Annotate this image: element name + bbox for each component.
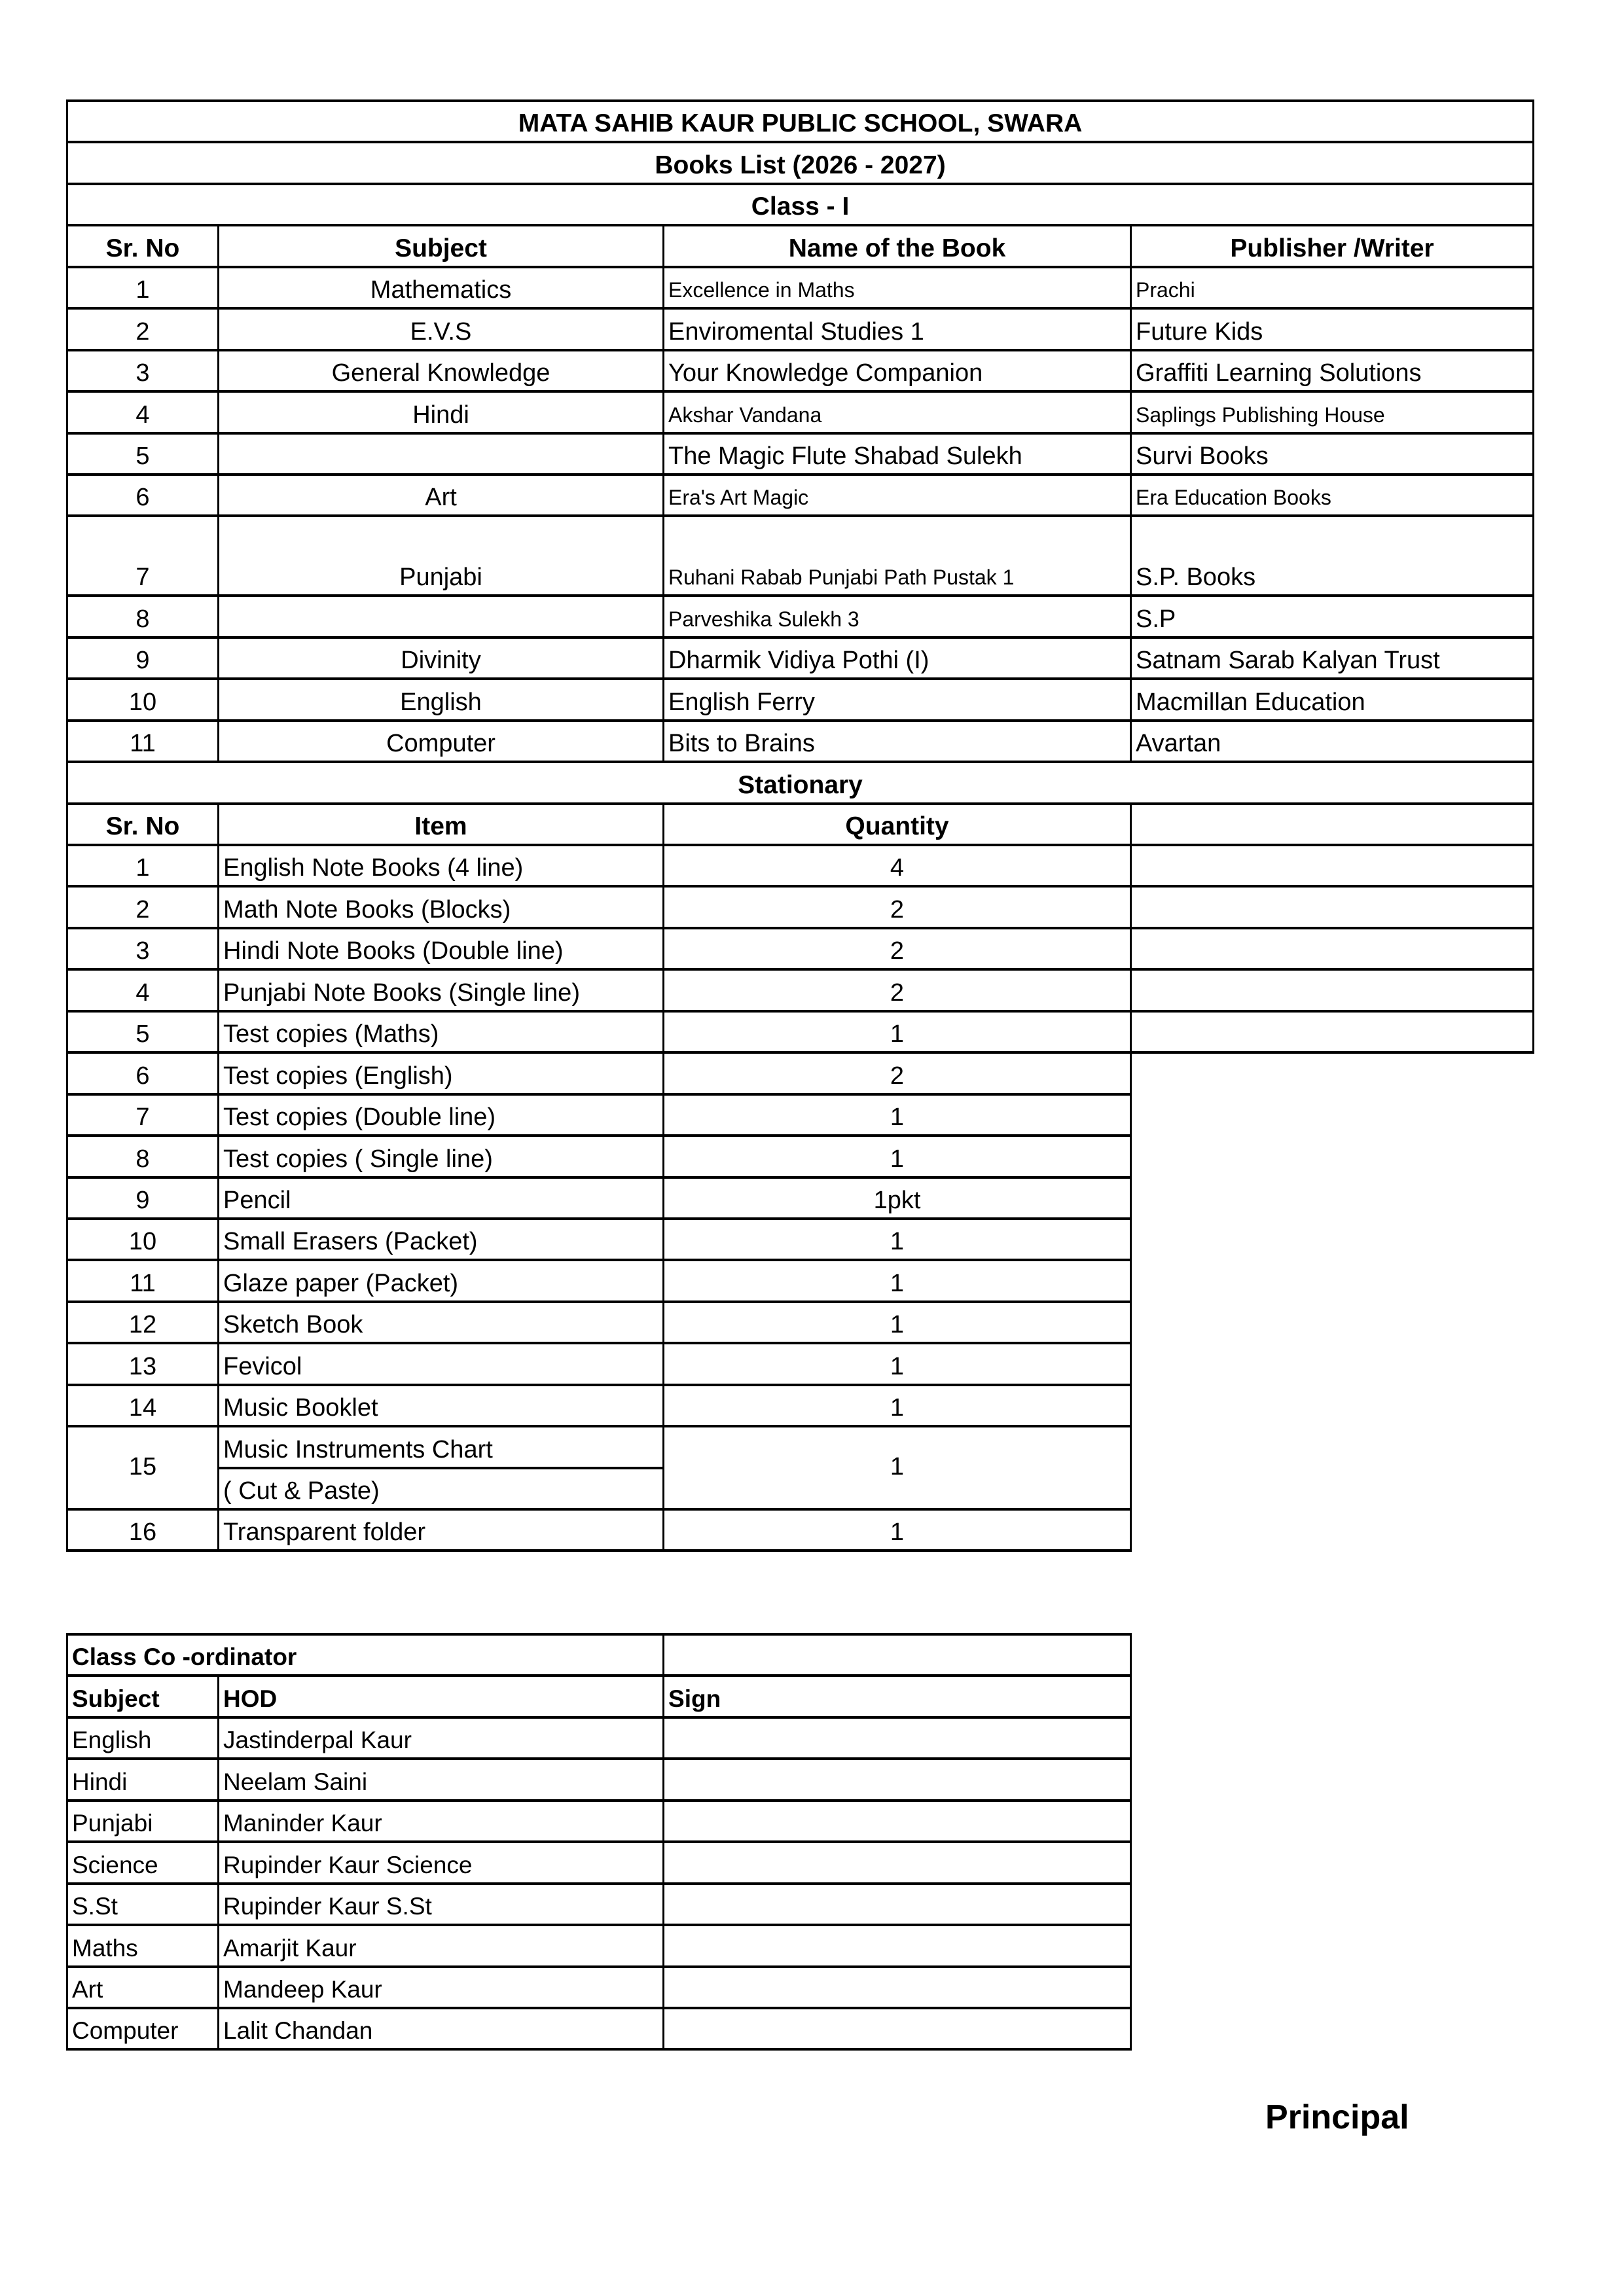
book-row: [67, 350, 1534, 391]
sign-field[interactable]: [664, 2008, 1131, 2049]
coordinator-title-row: [67, 1634, 1131, 1676]
blank-space: [1131, 1052, 1534, 1094]
book-publisher: Survi Books: [1131, 433, 1534, 475]
stationary-sr-no: 1: [67, 845, 219, 886]
stationary-item: Glaze paper (Packet): [219, 1260, 664, 1301]
stationary-title: Stationary: [67, 762, 1534, 803]
empty-cell: [664, 1634, 1131, 1676]
book-publisher: Satnam Sarab Kalyan Trust: [1131, 637, 1534, 679]
stationary-sr-no: 8: [67, 1136, 219, 1177]
stationary-row: [67, 886, 1534, 927]
stationary-row: [67, 1343, 1534, 1384]
coordinator-hod: Amarjit Kaur: [219, 1925, 664, 1966]
book-name: The Magic Flute Shabad Sulekh: [664, 433, 1131, 475]
book-row: [67, 433, 1534, 475]
stationary-row: [67, 1219, 1534, 1260]
coordinator-subject: Art: [67, 1967, 219, 2008]
book-subject: [219, 433, 664, 475]
stationary-title-row: [67, 762, 1534, 803]
sign-field[interactable]: [664, 1801, 1131, 1842]
column-header-subject: Subject: [67, 1676, 219, 1717]
blank-space: [1131, 1136, 1534, 1177]
book-sr-no: 10: [67, 679, 219, 720]
stationary-quantity: 1: [664, 1260, 1131, 1301]
stationary-item: Math Note Books (Blocks): [219, 886, 664, 927]
book-sr-no: 5: [67, 433, 219, 475]
empty-cell: [1131, 804, 1534, 845]
stationary-sr-no: 6: [67, 1052, 219, 1094]
coordinator-table: [66, 1633, 1132, 2051]
book-publisher: Saplings Publishing House: [1131, 391, 1534, 433]
empty-cell: [1131, 845, 1534, 886]
book-publisher: Graffiti Learning Solutions: [1131, 350, 1534, 391]
stationary-item: Test copies (English): [219, 1052, 664, 1094]
empty-cell: [1131, 969, 1534, 1011]
stationary-item: Transparent folder: [219, 1509, 664, 1551]
sign-field[interactable]: [664, 1967, 1131, 2008]
book-subject: General Knowledge: [219, 350, 664, 391]
stationary-quantity: 1: [664, 1385, 1131, 1426]
stationary-sr-no: 16: [67, 1509, 219, 1551]
book-name: Ruhani Rabab Punjabi Path Pustak 1: [664, 516, 1131, 596]
book-row: [67, 391, 1534, 433]
book-sr-no: 4: [67, 391, 219, 433]
stationary-row: [67, 1177, 1534, 1219]
stationary-row: [67, 1052, 1534, 1094]
stationary-row: [67, 1385, 1534, 1426]
book-sr-no: 8: [67, 596, 219, 637]
blank-space: [1131, 1094, 1534, 1136]
sign-field[interactable]: [664, 1759, 1131, 1800]
class-label: Class - I: [67, 184, 1534, 225]
book-sr-no: 2: [67, 308, 219, 350]
stationary-item: Test copies (Double line): [219, 1094, 664, 1136]
book-subject: E.V.S: [219, 308, 664, 350]
books-header-row: [67, 225, 1534, 266]
blank-space: [1131, 1219, 1534, 1260]
book-row: [67, 596, 1534, 637]
stationary-quantity: 1: [664, 1011, 1131, 1052]
stationary-item: Test copies (Maths): [219, 1011, 664, 1052]
stationary-item: Hindi Note Books (Double line): [219, 928, 664, 969]
book-sr-no: 11: [67, 721, 219, 762]
blank-space: [1131, 1343, 1534, 1384]
book-name: Your Knowledge Companion: [664, 350, 1131, 391]
stationary-sr-no: 13: [67, 1343, 219, 1384]
list-title: Books List (2026 - 2027): [67, 142, 1534, 183]
list-title-row: [67, 142, 1534, 183]
stationary-item-line2: ( Cut & Paste): [219, 1468, 664, 1509]
stationary-quantity: 1: [664, 1302, 1131, 1343]
blank-space: [1131, 1509, 1534, 1551]
coordinator-row: [67, 1717, 1131, 1759]
stationary-item: Fevicol: [219, 1343, 664, 1384]
book-sr-no: 1: [67, 267, 219, 308]
book-row: [67, 475, 1534, 516]
book-subject: Computer: [219, 721, 664, 762]
stationary-sr-no: 15: [67, 1426, 219, 1509]
coordinator-subject: Hindi: [67, 1759, 219, 1800]
column-header-book-name: Name of the Book: [664, 225, 1131, 266]
coordinator-subject: Maths: [67, 1925, 219, 1966]
stationary-sr-no: 7: [67, 1094, 219, 1136]
book-row: [67, 267, 1534, 308]
book-publisher: S.P. Books: [1131, 516, 1534, 596]
empty-cell: [1131, 1011, 1534, 1052]
coordinator-hod: Lalit Chandan: [219, 2008, 664, 2049]
blank-space: [1131, 1302, 1534, 1343]
book-row: [67, 721, 1534, 762]
book-sr-no: 3: [67, 350, 219, 391]
book-name: English Ferry: [664, 679, 1131, 720]
stationary-item: Music Instruments Chart: [219, 1426, 664, 1467]
stationary-item: Test copies ( Single line): [219, 1136, 664, 1177]
stationary-quantity: 1pkt: [664, 1177, 1131, 1219]
book-name: Parveshika Sulekh 3: [664, 596, 1131, 637]
book-row: [67, 679, 1534, 720]
book-publisher: Era Education Books: [1131, 475, 1534, 516]
coordinator-row: [67, 1801, 1131, 1842]
column-header-subject: Subject: [219, 225, 664, 266]
stationary-item: Pencil: [219, 1177, 664, 1219]
column-header-hod: HOD: [219, 1676, 664, 1717]
stationary-quantity: 1: [664, 1343, 1131, 1384]
coordinator-row: [67, 2008, 1131, 2049]
stationary-quantity: 1: [664, 1094, 1131, 1136]
stationary-row: [67, 845, 1534, 886]
book-row: [67, 308, 1534, 350]
stationary-row: [67, 1260, 1534, 1301]
stationary-sr-no: 10: [67, 1219, 219, 1260]
column-header-sr-no: Sr. No: [67, 225, 219, 266]
stationary-quantity: 1: [664, 1136, 1131, 1177]
book-publisher: S.P: [1131, 596, 1534, 637]
stationary-quantity: 4: [664, 845, 1131, 886]
coordinator-row: [67, 1759, 1131, 1800]
coordinator-subject: Science: [67, 1842, 219, 1883]
book-subject: Hindi: [219, 391, 664, 433]
column-header-quantity: Quantity: [664, 804, 1131, 845]
coordinator-subject: Punjabi: [67, 1801, 219, 1842]
books-list-table: [66, 99, 1534, 1552]
stationary-sr-no: 3: [67, 928, 219, 969]
book-subject: Art: [219, 475, 664, 516]
book-name: Excellence in Maths: [664, 267, 1131, 308]
stationary-item: English Note Books (4 line): [219, 845, 664, 886]
column-header-item: Item: [219, 804, 664, 845]
book-subject: Punjabi: [219, 516, 664, 596]
stationary-quantity: 2: [664, 886, 1131, 927]
stationary-row: [67, 928, 1534, 969]
sign-field[interactable]: [664, 1925, 1131, 1966]
empty-cell: [1131, 928, 1534, 969]
book-subject: English: [219, 679, 664, 720]
book-name: Era's Art Magic: [664, 475, 1131, 516]
coordinator-subject: S.St: [67, 1884, 219, 1925]
coordinator-row: [67, 1884, 1131, 1925]
stationary-sr-no: 14: [67, 1385, 219, 1426]
stationary-row: [67, 1509, 1534, 1551]
coordinator-hod: Neelam Saini: [219, 1759, 664, 1800]
stationary-sr-no: 9: [67, 1177, 219, 1219]
column-header-sign: Sign: [664, 1676, 1131, 1717]
blank-space: [1131, 1385, 1534, 1426]
stationary-row: [67, 1094, 1534, 1136]
book-name: Enviromental Studies 1: [664, 308, 1131, 350]
stationary-quantity: 2: [664, 969, 1131, 1011]
stationary-row: [67, 1426, 1534, 1467]
book-publisher: Avartan: [1131, 721, 1534, 762]
coordinator-header-row: [67, 1676, 1131, 1717]
coordinator-row: [67, 1925, 1131, 1966]
stationary-sr-no: 12: [67, 1302, 219, 1343]
coordinator-row: [67, 1967, 1131, 2008]
coordinator-subject: Computer: [67, 2008, 219, 2049]
coordinator-hod: Maninder Kaur: [219, 1801, 664, 1842]
stationary-quantity: 2: [664, 928, 1131, 969]
stationary-item: Music Booklet: [219, 1385, 664, 1426]
stationary-row: [67, 1011, 1534, 1052]
stationary-row: [67, 1136, 1534, 1177]
book-sr-no: 6: [67, 475, 219, 516]
stationary-row: [67, 1302, 1534, 1343]
school-name: MATA SAHIB KAUR PUBLIC SCHOOL, SWARA: [67, 101, 1534, 142]
stationary-sr-no: 5: [67, 1011, 219, 1052]
book-row: [67, 637, 1534, 679]
book-publisher: Prachi: [1131, 267, 1534, 308]
coordinator-subject: English: [67, 1717, 219, 1759]
class-row: [67, 184, 1534, 225]
principal-signature-label: Principal: [1265, 2098, 1409, 2136]
stationary-item: Punjabi Note Books (Single line): [219, 969, 664, 1011]
stationary-quantity: 1: [664, 1219, 1131, 1260]
column-header-publisher: Publisher /Writer: [1131, 225, 1534, 266]
stationary-quantity: 1: [664, 1509, 1131, 1551]
stationary-sr-no: 2: [67, 886, 219, 927]
coordinator-hod: Jastinderpal Kaur: [219, 1717, 664, 1759]
book-subject: [219, 596, 664, 637]
sign-field[interactable]: [664, 1842, 1131, 1883]
book-row: [67, 516, 1534, 596]
stationary-quantity: 2: [664, 1052, 1131, 1094]
book-sr-no: 9: [67, 637, 219, 679]
stationary-item: Small Erasers (Packet): [219, 1219, 664, 1260]
book-name: Bits to Brains: [664, 721, 1131, 762]
blank-space: [1131, 1177, 1534, 1219]
coordinator-hod: Rupinder Kaur Science: [219, 1842, 664, 1883]
empty-cell: [1131, 886, 1534, 927]
school-name-row: [67, 101, 1534, 142]
coordinator-hod: Rupinder Kaur S.St: [219, 1884, 664, 1925]
stationary-item: Sketch Book: [219, 1302, 664, 1343]
coordinator-row: [67, 1842, 1131, 1883]
book-publisher: Future Kids: [1131, 308, 1534, 350]
sign-field[interactable]: [664, 1884, 1131, 1925]
stationary-sr-no: 11: [67, 1260, 219, 1301]
book-sr-no: 7: [67, 516, 219, 596]
book-subject: Mathematics: [219, 267, 664, 308]
book-name: Akshar Vandana: [664, 391, 1131, 433]
column-header-sr-no: Sr. No: [67, 804, 219, 845]
stationary-row: [67, 969, 1534, 1011]
sign-field[interactable]: [664, 1717, 1131, 1759]
book-publisher: Macmillan Education: [1131, 679, 1534, 720]
blank-space: [1131, 1426, 1534, 1509]
book-subject: Divinity: [219, 637, 664, 679]
coordinator-hod: Mandeep Kaur: [219, 1967, 664, 2008]
blank-space: [1131, 1260, 1534, 1301]
stationary-header-row: [67, 804, 1534, 845]
stationary-sr-no: 4: [67, 969, 219, 1011]
stationary-quantity: 1: [664, 1426, 1131, 1509]
coordinator-title: Class Co -ordinator: [67, 1634, 664, 1676]
book-name: Dharmik Vidiya Pothi (I): [664, 637, 1131, 679]
